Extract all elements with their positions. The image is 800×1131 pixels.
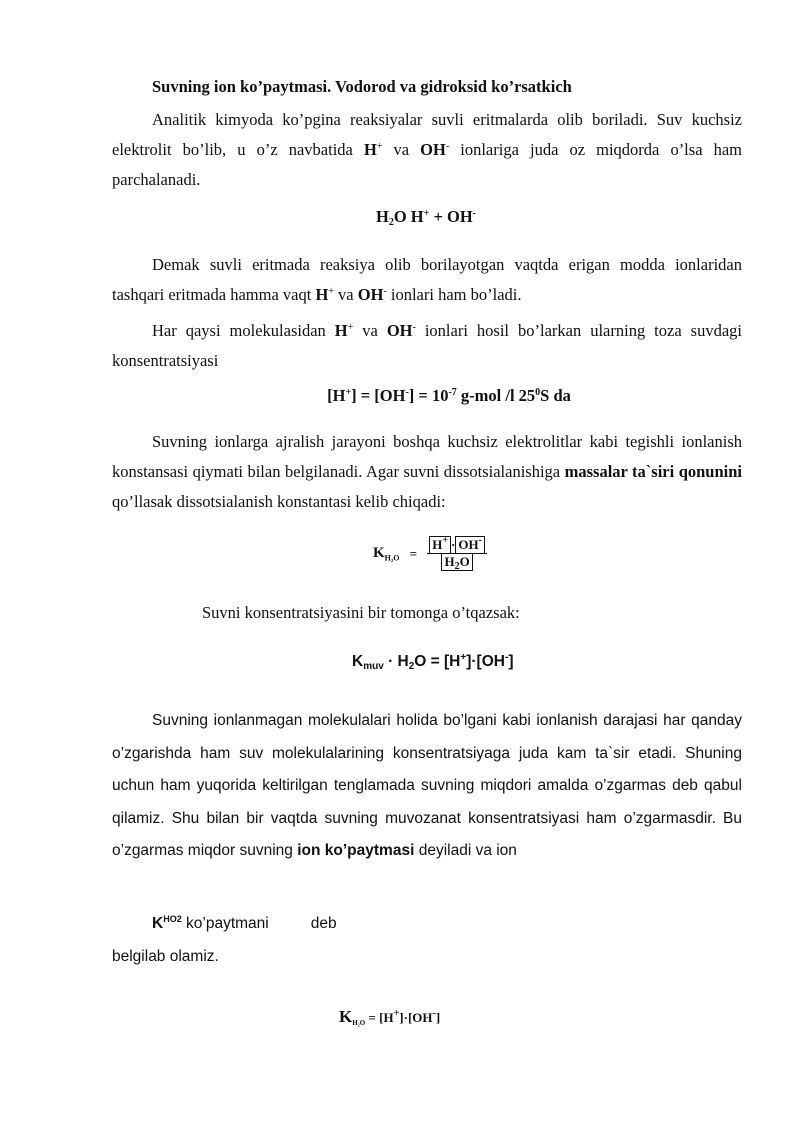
paragraph-dissociation-constant: Suvning ionlarga ajralish jarayoni boshqa kuchsiz elektrolitlar kabi tegishli ionlanish konstansasi qiymati bilan belgilanadi. Agar suvni dissotsialanishiga massalar ta`siri qonunini qo’llasak dissotsialanish konstantasi kelib chiqadi: [112, 432, 742, 511]
section-heading: Suvning ion ko’paytmasi. Vodorod va gidroksid ko’rsatkich [152, 77, 572, 96]
paragraph-ions-present: Demak suvli eritmada reaksiya olib borilayotgan vaqtda erigan modda ionlaridan tashqari eritmada hamma vaqt H+ va OH- ionlari ham bo’ladi. [112, 255, 742, 304]
paragraph-ion-product: Suvning ionlanmagan molekulalari holida bo’lgani kabi ionlanish darajasi har qanday o’zgarishda ham suv molekulalarining konsentratsiyaga juda kam ta`sir etadi. Shuning uchun ham yuqorida keltirilgan tenglamada suvning miqdori amalda o’zgarmas deb qabul qilamiz. Shu bilan bir vaqtda suvning muvozanat konsentratsiyasi ham o’zgarmasdir. Bu o’zgarmas miqdor suvning ion ko’paytmasi deyiladi va ion [112, 712, 742, 859]
equation-equilibrium-product: $K_{muv} \cdot H_2O = [H^+]\cdot[OH^-]$ [352, 652, 514, 672]
paragraph-move-concentration: Suvni konsentratsiyasini bir tomonga o’tqazsak: [202, 603, 520, 622]
equation-ion-concentration: $[H^+] = [OH^-] = 10^{-7}$ g-mol /l $25^0S$ da [327, 386, 571, 405]
equation-kw: $K_{H_2O} = [H^+]\cdot[OH^-]$ [339, 1007, 441, 1027]
equation-water-ionization: $H_2O$ H+ + OH- [375, 207, 476, 228]
fraction: $\frac{H^+ \cdot OH^-}{H_2O}$ [427, 536, 487, 571]
equation-dissociation-constant: $K_{H_2O}$ = $\frac{H^+ \cdot OH^-}{H_2O}$ [373, 536, 487, 571]
paragraph-concentration: Har qaysi molekulasidan H+ va OH- ionlari hosil bo’larkan ularning toza suvdagi konsentratsiyasi [112, 321, 742, 370]
paragraph-water-dissociation: Analitik kimyoda ko’pgina reaksiyalar suvli eritmalarda olib boriladi. Suv kuchsiz elektrolit bo’lib, u o’z navbatida H+ va OH- ionlariga juda oz miqdorda o’lsa ham parchalanadi. [112, 110, 742, 189]
paragraph-define-kw-end: belgilab olamiz. [112, 948, 219, 965]
paragraph-define-kw: $K^{HO2}$ ko’paytmani deb [152, 914, 337, 932]
